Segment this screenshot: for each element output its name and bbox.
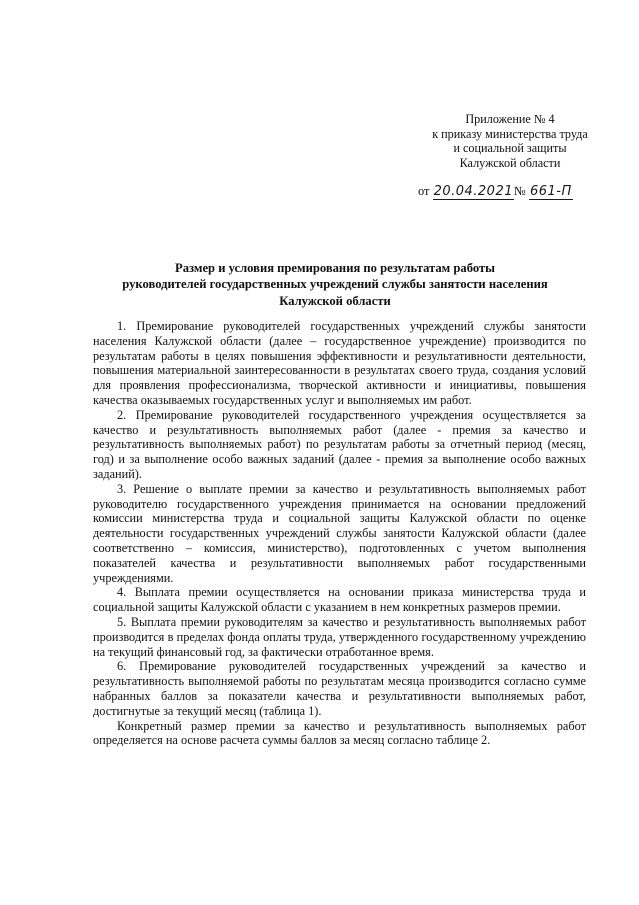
appendix-number: Приложение № 4 xyxy=(465,112,555,126)
appendix-header xyxy=(420,112,600,170)
order-date-number xyxy=(418,184,573,199)
document-title xyxy=(60,260,610,309)
document-body xyxy=(93,319,586,748)
order-number: 661-П xyxy=(529,184,572,199)
order-prefix: от xyxy=(418,184,430,198)
order-number-prefix: № xyxy=(514,184,526,198)
appendix-order-ref: к приказу министерства труда xyxy=(432,126,588,141)
paragraph-4: 4. Выплата премии осуществляется на основании приказа министерства труда и социальной защиты Калужской области с указанием в нем конкретных размеров премии. xyxy=(93,585,586,615)
appendix-ministry: и социальной защиты xyxy=(453,141,567,156)
order-date: 20.04.2021 xyxy=(433,184,513,199)
title-line-3: Калужской области xyxy=(279,293,391,308)
paragraph-1: 1. Премирование руководителей государственных учреждений службы занятости населения Калужской области (далее – государственное учреждение) производится по результатам работы в целях повышения эффективности и результативности деятельности, повышения материальной заинтересованности в результатах своего труда, создания условий для проявления профессионализма, творческой активности и инициативы, повышения качества оказываемых государственных услуг и выполняемых им работ. xyxy=(93,319,586,407)
paragraph-2: 2. Премирование руководителей государственного учреждения осуществляется за качество и результативность выполняемых работ (далее - премия за качество и результативность выполняемых работ) по результатам работы за отчетный период (месяц, год) и за выполнение особо важных заданий (далее - премия за выполнение особо важных заданий). xyxy=(93,407,586,481)
appendix-region: Калужской области xyxy=(459,155,561,170)
paragraph-6: 6. Премирование руководителей государственных учреждений за качество и результативность выполняемой работы по результатам месяца производится согласно сумме набранных баллов за показатели качества и результативности выполняемых работ, достигнутые за текущий месяц (таблица 1). xyxy=(93,659,586,718)
paragraph-7: Конкретный размер премии за качество и результативность выполняемых работ определяется на основе расчета суммы баллов за месяц согласно таблице 2. xyxy=(93,718,586,748)
paragraph-5: 5. Выплата премии руководителям за качество и результативность выполняемых работ производится в пределах фонда оплаты труда, утвержденного государственному учреждению на текущий финансовый год, за фактически отработанное время. xyxy=(93,614,586,659)
paragraph-3: 3. Решение о выплате премии за качество и результативность выполняемых работ руководителю государственного учреждения принимается на основании предложений комиссии министерства труда и социальной защиты Калужской области по оценке деятельности государственных учреждений службы занятости Калужской области (далее соответственно – комиссия, министерство), подготовленных с учетом выполнения показателей качества и результативности выполняемых работ государственными учреждениями. xyxy=(93,481,586,585)
title-line-2: руководителей государственных учреждений службы занятости населения xyxy=(122,277,548,292)
title-line-1: Размер и условия премирования по результатам работы xyxy=(175,261,495,275)
